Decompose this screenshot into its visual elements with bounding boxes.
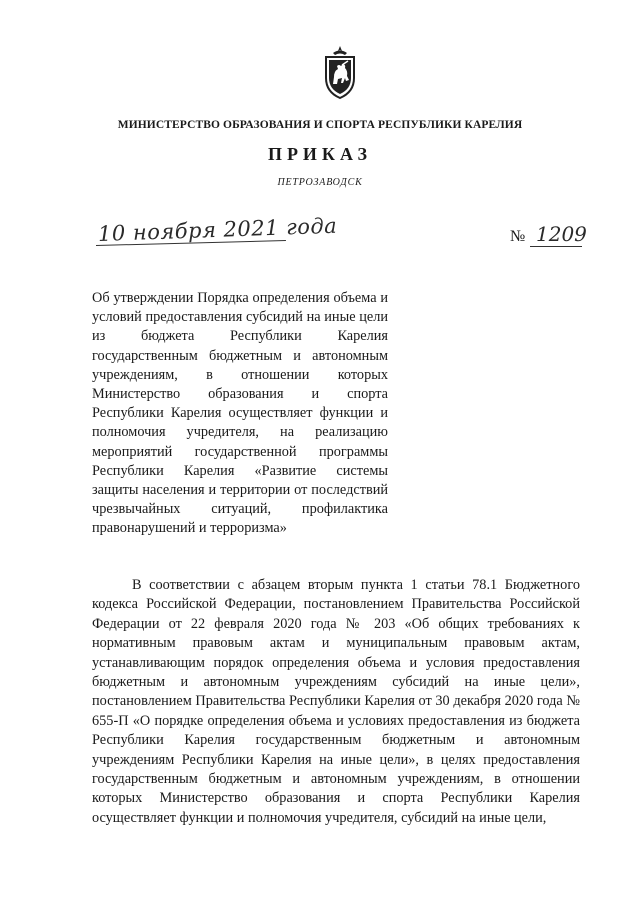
city-name: ПЕТРОЗАВОДСК [277, 177, 363, 188]
order-subject: Об утверждении Порядка определения объема и условий предоставления субсидий на иные цели из бюджета Республики Карелия государственным бюджетным и автономным учреждениям, в отношении которых Министерство образования и спорта Республики Карелия осуществляет функции и полномочия учредителя, на реализацию мероприятий государственной программы Республики Карелия «Развитие системы защиты населения и территории от последствий чрезвычайных ситуаций, профилактика правонарушений и терроризма» [92, 290, 388, 537]
ministry-name: МИНИСТЕРСТВО ОБРАЗОВАНИЯ И СПОРТА РЕСПУБЛИКИ КАРЕЛИЯ [117, 119, 523, 131]
body-paragraph: В соответствии с абзацем вторым пункта 1 статьи 78.1 Бюджетного кодекса Российской Федерации, постановлением Правительства Российской Федерации от 22 февраля 2020 года № 203 «Об общих требованиях к нормативным правовым актам и муниципальным правовым актам, устанавливающим порядок определения объема и условия предоставления бюджетным и автономным учреждениям субсидий на иные цели», постановлением Правительства Республики Карелия от 30 декабря 2020 года № 655-П «О порядке определения объема и условиях предоставления из бюджета Республики Карелия государственным бюджетным и автономным учреждениям Республики Карелия на иные цели», в целях предоставления государственным бюджетным и автономным учреждениям, в отношении которых Министерство образования и спорта Республики Карелия осуществляет функции и полномочия учредителя, субсидий на иные цели, [92, 577, 580, 826]
handwritten-order-number: 1209 [536, 222, 587, 246]
karelia-coat-of-arms-icon [322, 44, 358, 100]
document-type-title: ПРИКАЗ [267, 144, 373, 164]
number-underline [530, 246, 582, 247]
handwritten-date: 10 ноября 2021 года [97, 213, 338, 246]
number-label: № [510, 228, 526, 245]
